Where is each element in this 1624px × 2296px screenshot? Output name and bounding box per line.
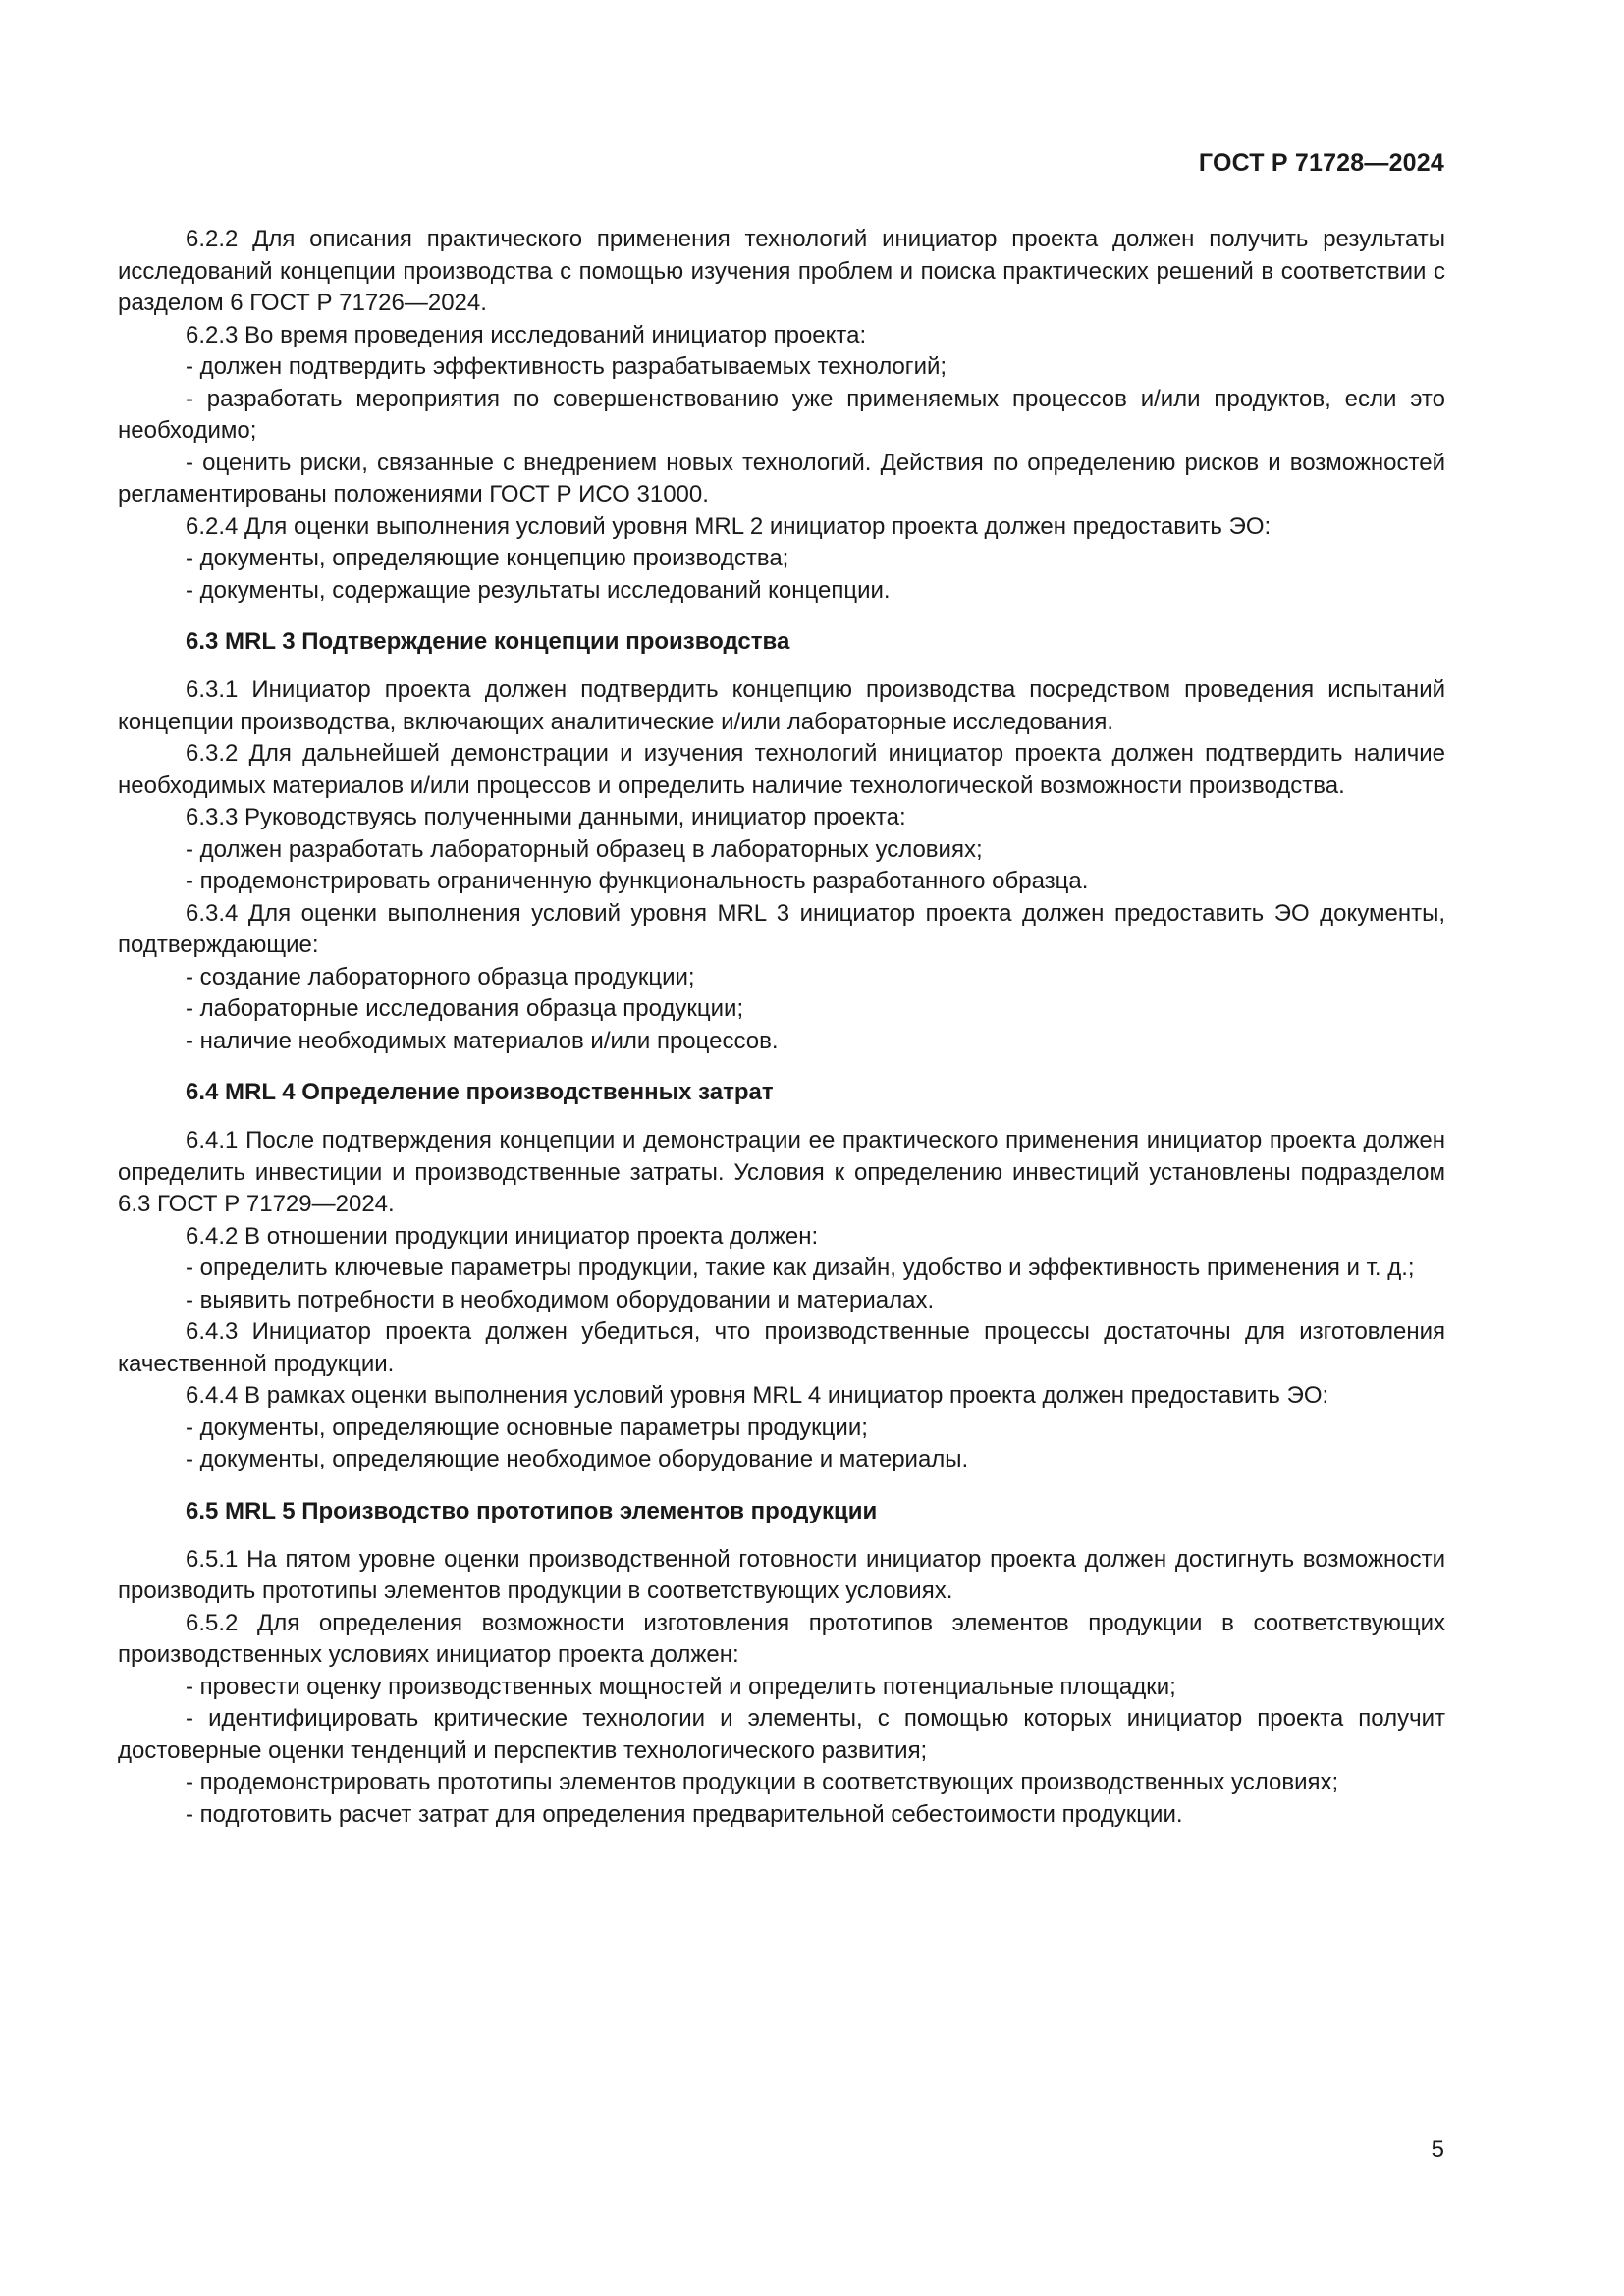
list-item: - документы, определяющие необходимое оборудование и материалы. xyxy=(186,1446,969,1472)
list-item: - документы, содержащие результаты исследований концепции. xyxy=(186,576,891,604)
list-item: - оценить риски, связанные с внедрением новых технологий. Действия по определению рисков и возможностей регламентированы положениями ГОСТ Р ИСО 31000. xyxy=(118,449,1445,507)
paragraph-6-3-3: 6.3.3 Руководствуясь полученными данными, инициатор проекта: xyxy=(186,804,906,830)
list-item: - определить ключевые параметры продукции, такие как дизайн, удобство и эффективность применения и т. д.; xyxy=(186,1255,1415,1281)
paragraph-6-5-1: 6.5.1 На пятом уровне оценки производственной готовности инициатор проекта должен достигнуть возможности производить прототипы элементов продукции в соответствующих условиях. xyxy=(118,1545,1445,1604)
section-heading-6-5: 6.5 MRL 5 Производство прототипов элементов продукции xyxy=(186,1497,878,1524)
paragraph-6-3-4: 6.3.4 Для оценки выполнения условий уровня MRL 3 инициатор проекта должен предоставить ЭО документы, подтверждающие: xyxy=(118,899,1445,958)
list-item: - идентифицировать критические технологии и элементы, с помощью которых инициатор проекта получит достоверные оценки тенденций и перспектив технологического развития; xyxy=(118,1705,1445,1764)
list-item: - документы, определяющие основные параметры продукции; xyxy=(186,1414,868,1441)
list-item: - должен разработать лабораторный образец в лабораторных условиях; xyxy=(186,835,983,863)
paragraph-6-4-2: 6.4.2 В отношении продукции инициатор проекта должен: xyxy=(186,1222,819,1250)
section-heading-6-3: 6.3 MRL 3 Подтверждение концепции производства xyxy=(186,628,790,655)
page-content xyxy=(118,224,1445,1831)
standard-header: ГОСТ Р 71728—2024 xyxy=(1198,149,1444,177)
list-item: - провести оценку производственных мощностей и определить потенциальные площадки; xyxy=(186,1673,1176,1700)
paragraph-6-4-4: 6.4.4 В рамках оценки выполнения условий уровня MRL 4 инициатор проекта должен предоставить ЭО: xyxy=(186,1382,1329,1409)
list-item: - подготовить расчет затрат для определения предварительной себестоимости продукции. xyxy=(186,1800,1183,1828)
paragraph-6-3-2: 6.3.2 Для дальнейшей демонстрации и изучения технологий инициатор проекта должен подтвердить наличие необходимых материалов и/или процессов и определить наличие технологической возможности производства. xyxy=(118,740,1445,799)
paragraph-6-2-3: 6.2.3 Во время проведения исследований инициатор проекта: xyxy=(186,321,867,348)
section-heading-6-4: 6.4 MRL 4 Определение производственных затрат xyxy=(186,1079,774,1105)
list-item: - должен подтвердить эффективность разрабатываемых технологий; xyxy=(186,353,947,380)
list-item: - выявить потребности в необходимом оборудовании и материалах. xyxy=(186,1286,935,1313)
paragraph-6-2-2: 6.2.2 Для описания практического применения технологий инициатор проекта должен получить результаты исследований концепции производства с помощью изучения проблем и поиска практических решений в соответствии с разделом 6 ГОСТ Р 71726—2024. xyxy=(118,226,1445,316)
paragraph-6-2-4: 6.2.4 Для оценки выполнения условий уровня MRL 2 инициатор проекта должен предоставить ЭО: xyxy=(186,512,1272,540)
list-item: - наличие необходимых материалов и/или процессов. xyxy=(186,1027,779,1054)
list-item: - продемонстрировать ограниченную функциональность разработанного образца. xyxy=(186,868,1089,894)
list-item: - создание лабораторного образца продукции; xyxy=(186,963,695,990)
list-item: - разработать мероприятия по совершенствованию уже применяемых процессов и/или продуктов, если это необходимо; xyxy=(118,385,1445,444)
page-number: 5 xyxy=(1431,2136,1444,2163)
paragraph-6-4-1: 6.4.1 После подтверждения концепции и демонстрации ее практического применения инициатор проекта должен определить инвестиции и производственные затраты. Условия к определению инвестиций установлены подразделом 6.3 ГОСТ Р 71729—2024. xyxy=(118,1127,1445,1217)
list-item: - продемонстрировать прототипы элементов продукции в соответствующих производственных условиях; xyxy=(186,1769,1339,1795)
paragraph-6-5-2: 6.5.2 Для определения возможности изготовления прототипов элементов продукции в соответствующих производственных условиях инициатор проекта должен: xyxy=(118,1609,1445,1668)
paragraph-6-4-3: 6.4.3 Инициатор проекта должен убедиться, что производственные процессы достаточны для изготовления качественной продукции. xyxy=(118,1318,1445,1377)
paragraph-6-3-1: 6.3.1 Инициатор проекта должен подтвердить концепцию производства посредством проведения испытаний концепции производства, включающих аналитические и/или лабораторные исследования. xyxy=(118,676,1445,735)
list-item: - лабораторные исследования образца продукции; xyxy=(186,995,744,1022)
list-item: - документы, определяющие концепцию производства; xyxy=(186,545,789,571)
